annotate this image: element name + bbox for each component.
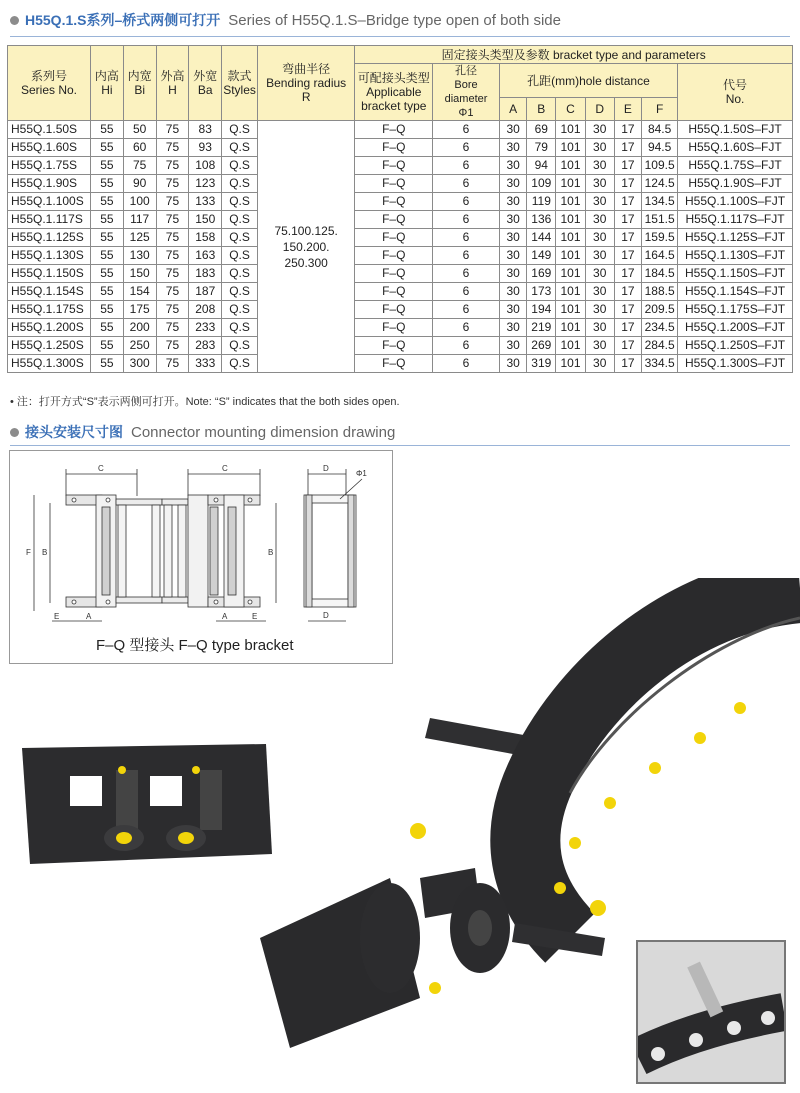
table-cell: 17 [614,247,642,265]
table-cell: 75 [156,157,189,175]
table-cell: F–Q [355,211,433,229]
table-cell: H55Q.1.175S [8,301,91,319]
table-cell: 55 [91,157,124,175]
table-cell: 334.5 [642,355,678,373]
table-cell: 30 [499,193,527,211]
table-cell: 151.5 [642,211,678,229]
th-c: C [556,98,586,121]
table-cell: 101 [556,193,586,211]
table-cell: 30 [499,283,527,301]
table-cell: 30 [499,121,527,139]
th-radius: 弯曲半径 Bending radius R [257,46,354,121]
table-cell: 30 [499,319,527,337]
table-cell: 209.5 [642,301,678,319]
table-cell: 30 [585,301,614,319]
table-cell: 55 [91,211,124,229]
table-cell: H55Q.1.130S–FJT [678,247,793,265]
table-cell: H55Q.1.100S [8,193,91,211]
dim-a-right: A [222,612,228,621]
table-cell: H55Q.1.300S–FJT [678,355,793,373]
table-cell: 150 [123,265,156,283]
table-cell: 55 [91,139,124,157]
dim-e-right: E [252,612,258,621]
table-cell: H55Q.1.250S [8,337,91,355]
table-cell: 55 [91,283,124,301]
table-cell: Q.S [222,301,258,319]
th-code: 代号 No. [678,64,793,121]
th-ba: 外宽 Ba [189,46,222,121]
table-cell: 150 [189,211,222,229]
table-cell: Q.S [222,355,258,373]
table-cell: 75 [123,157,156,175]
table-cell: H55Q.1.175S–FJT [678,301,793,319]
th-styles: 款式 Styles [222,46,258,121]
table-cell: 17 [614,337,642,355]
table-cell: 101 [556,337,586,355]
table-cell: 75 [156,337,189,355]
table-cell: 69 [527,121,556,139]
table-cell: 55 [91,337,124,355]
table-cell: 30 [499,157,527,175]
table-cell: 101 [556,229,586,247]
table-cell: 6 [433,229,500,247]
table-cell: 284.5 [642,337,678,355]
table-cell: 60 [123,139,156,157]
table-cell: 6 [433,265,500,283]
note: • 注：打开方式“S”表示两侧可打开。Note: “S” indicates that the both sides open. [10,396,400,408]
table-row [8,121,793,139]
table-cell: 30 [499,211,527,229]
table-cell: 250 [123,337,156,355]
table-cell: H55Q.1.117S–FJT [678,211,793,229]
table-cell: 6 [433,247,500,265]
th-hi: 内高 Hi [91,46,124,121]
table-cell: 234.5 [642,319,678,337]
table-cell: 30 [499,175,527,193]
table-cell: 159.5 [642,229,678,247]
bullet-icon [10,16,19,25]
table-cell: H55Q.1.300S [8,355,91,373]
table-cell: 333 [189,355,222,373]
dim-b-right: B [268,548,274,557]
table-cell: 75 [156,139,189,157]
dim-d-bottom: D [323,611,329,620]
table-cell: F–Q [355,337,433,355]
table-cell: 187 [189,283,222,301]
table-cell: 283 [189,337,222,355]
table-cell: 188.5 [642,283,678,301]
section-title-en: Series of H55Q.1.S–Bridge type open of both side [228,11,561,29]
th-d: D [585,98,614,121]
th-bracket-group: 固定接头类型及参数 bracket type and parameters [355,46,793,64]
table-row [8,211,793,229]
table-cell: 83 [189,121,222,139]
table-cell: 101 [556,139,586,157]
table-row [8,229,793,247]
table-cell: 17 [614,193,642,211]
table-cell: H55Q.1.90S [8,175,91,193]
table-cell: 183 [189,265,222,283]
table-cell: 75 [156,319,189,337]
table-cell: 124.5 [642,175,678,193]
bracket-image [18,742,278,868]
table-cell: 30 [585,193,614,211]
divider [10,445,790,446]
table-cell: 269 [527,337,556,355]
table-cell: F–Q [355,121,433,139]
table-cell: Q.S [222,211,258,229]
table-cell: Q.S [222,283,258,301]
table-cell: 75 [156,301,189,319]
table-row [8,319,793,337]
table-cell: 6 [433,121,500,139]
bracket-photo [18,742,278,868]
table-cell: 164.5 [642,247,678,265]
table-cell: 84.5 [642,121,678,139]
table-cell: 30 [585,211,614,229]
table-cell: 200 [123,319,156,337]
table-cell: 175 [123,301,156,319]
table-cell: 90 [123,175,156,193]
table-cell: H55Q.1.125S [8,229,91,247]
table-cell: 101 [556,175,586,193]
table-cell: 17 [614,229,642,247]
table-cell: 173 [527,283,556,301]
table-row [8,337,793,355]
th-h: 外高 H [156,46,189,121]
table-cell: 30 [499,229,527,247]
table-cell: H55Q.1.60S [8,139,91,157]
table-cell: F–Q [355,319,433,337]
table-cell: 75 [156,211,189,229]
table-cell: 17 [614,211,642,229]
table-cell: Q.S [222,229,258,247]
table-cell: 101 [556,121,586,139]
section2-title [10,421,395,443]
table-cell: 75 [156,355,189,373]
table-cell: H55Q.1.150S [8,265,91,283]
table-row [8,301,793,319]
table-row [8,355,793,373]
section2-title-en: Connector mounting dimension drawing [131,423,396,441]
th-e: E [614,98,642,121]
dim-c-right: C [222,464,228,473]
table-cell: 123 [189,175,222,193]
table-cell: 158 [189,229,222,247]
table-cell: 75 [156,247,189,265]
table-cell: 30 [499,247,527,265]
table-cell: H55Q.1.75S [8,157,91,175]
table-cell: 101 [556,157,586,175]
table-cell: 17 [614,355,642,373]
table-cell: 6 [433,211,500,229]
table-cell: H55Q.1.200S [8,319,91,337]
table-cell: 6 [433,301,500,319]
dim-f: F [26,548,31,557]
table-cell: 108 [189,157,222,175]
table-cell: 134.5 [642,193,678,211]
th-b: B [527,98,556,121]
table-cell: 17 [614,139,642,157]
dim-e-left: E [54,612,60,621]
table-row [8,175,793,193]
th-f: F [642,98,678,121]
table-cell: 100 [123,193,156,211]
table-cell: 75 [156,283,189,301]
table-cell: 6 [433,175,500,193]
table-cell: 6 [433,355,500,373]
table-cell: H55Q.1.50S [8,121,91,139]
table-cell: 219 [527,319,556,337]
table-cell: 93 [189,139,222,157]
table-cell: 184.5 [642,265,678,283]
table-row [8,139,793,157]
dim-phi: Φ1 [356,469,367,478]
table-cell: 30 [499,355,527,373]
table-row [8,193,793,211]
table-cell: 30 [585,121,614,139]
table-cell: 149 [527,247,556,265]
dim-a-left: A [86,612,92,621]
table-cell: 30 [499,337,527,355]
table-cell: Q.S [222,247,258,265]
table-cell: Q.S [222,193,258,211]
table-cell: 50 [123,121,156,139]
table-cell: F–Q [355,193,433,211]
table-cell: 17 [614,319,642,337]
table-cell: 75 [156,175,189,193]
table-cell: 55 [91,247,124,265]
table-cell: 55 [91,121,124,139]
table-cell: 30 [585,175,614,193]
table-cell: 319 [527,355,556,373]
table-cell: 30 [585,229,614,247]
table-cell: 17 [614,301,642,319]
table-cell: 55 [91,193,124,211]
table-cell: 300 [123,355,156,373]
bullet-icon [10,428,19,437]
spec-table [7,45,793,373]
table-cell: F–Q [355,157,433,175]
table-cell: H55Q.1.50S–FJT [678,121,793,139]
table-cell: 55 [91,355,124,373]
table-cell: H55Q.1.154S [8,283,91,301]
inset-image [638,942,784,1082]
table-cell: Q.S [222,121,258,139]
table-cell: 101 [556,283,586,301]
table-cell: H55Q.1.200S–FJT [678,319,793,337]
table-cell: 144 [527,229,556,247]
th-a: A [499,98,527,121]
table-cell: F–Q [355,229,433,247]
inset-photo [636,940,786,1084]
table-cell: 55 [91,175,124,193]
table-cell: 30 [585,283,614,301]
table-cell: 17 [614,283,642,301]
table-cell: F–Q [355,247,433,265]
table-cell: 75 [156,265,189,283]
table-cell: 30 [499,139,527,157]
table-cell: 6 [433,283,500,301]
table-cell: 6 [433,319,500,337]
table-cell: Q.S [222,319,258,337]
table-cell: Q.S [222,157,258,175]
table-cell: 130 [123,247,156,265]
dim-c-left: C [98,464,104,473]
th-bi: 内宽 Bi [123,46,156,121]
table-cell: 55 [91,301,124,319]
table-cell: F–Q [355,355,433,373]
table-cell: H55Q.1.75S–FJT [678,157,793,175]
table-cell: 75 [156,121,189,139]
drawing-caption: F–Q 型接头 F–Q type bracket [96,637,294,654]
table-cell: 30 [585,265,614,283]
table-row [8,265,793,283]
table-cell: 17 [614,265,642,283]
table-cell: 125 [123,229,156,247]
table-cell: 17 [614,121,642,139]
table-cell: 30 [585,247,614,265]
table-row [8,157,793,175]
th-bore: 孔径 Bore diameter Φ1 [433,64,500,121]
table-cell: H55Q.1.125S–FJT [678,229,793,247]
table-cell: 94.5 [642,139,678,157]
table-cell: 154 [123,283,156,301]
dim-b-left: B [42,548,48,557]
table-cell: 79 [527,139,556,157]
table-cell: 101 [556,265,586,283]
table-cell: 55 [91,229,124,247]
table-cell: 6 [433,157,500,175]
table-cell: 101 [556,319,586,337]
table-cell: 117 [123,211,156,229]
table-cell: 101 [556,247,586,265]
table-cell: 17 [614,157,642,175]
table-cell: Q.S [222,139,258,157]
table-row [8,283,793,301]
table-cell: 233 [189,319,222,337]
table-cell: 30 [499,301,527,319]
table-cell: F–Q [355,301,433,319]
table-cell: 119 [527,193,556,211]
table-cell: 169 [527,265,556,283]
section-title-cn: H55Q.1.S系列–桥式两侧可打开 [25,12,221,28]
table-cell: Q.S [222,175,258,193]
table-cell: 30 [585,337,614,355]
table-cell: 94 [527,157,556,175]
th-series: 系列号 Series No. [8,46,91,121]
table-cell: 75 [156,229,189,247]
table-cell: 101 [556,355,586,373]
table-cell: F–Q [355,139,433,157]
table-cell: F–Q [355,265,433,283]
table-cell: 75 [156,193,189,211]
table-cell: F–Q [355,175,433,193]
table-cell: 55 [91,319,124,337]
table-cell: 208 [189,301,222,319]
table-cell: H55Q.1.150S–FJT [678,265,793,283]
table-cell: 136 [527,211,556,229]
table-cell: H55Q.1.130S [8,247,91,265]
table-cell: 30 [585,139,614,157]
table-cell: H55Q.1.60S–FJT [678,139,793,157]
table-cell: H55Q.1.90S–FJT [678,175,793,193]
table-cell: 30 [585,157,614,175]
table-cell: 109 [527,175,556,193]
table-cell: 55 [91,265,124,283]
dim-d-top: D [323,464,329,473]
table-cell: H55Q.1.100S–FJT [678,193,793,211]
table-cell: H55Q.1.250S–FJT [678,337,793,355]
section2-title-cn: 接头安装尺寸图 [25,424,123,440]
table-cell: Q.S [222,265,258,283]
table-cell: 17 [614,175,642,193]
section-title [10,9,561,31]
table-cell: 163 [189,247,222,265]
table-cell: 30 [499,265,527,283]
table-cell: 109.5 [642,157,678,175]
table-cell: 6 [433,337,500,355]
table-cell: 101 [556,301,586,319]
table-cell: F–Q [355,283,433,301]
table-cell: H55Q.1.117S [8,211,91,229]
th-hole-distance: 孔距(mm)hole distance [499,64,677,98]
table-row [8,247,793,265]
divider [10,36,790,37]
th-applicable: 可配接头类型 Applicable bracket type [355,64,433,121]
table-cell: Q.S [222,337,258,355]
table-cell: 6 [433,139,500,157]
table-cell: 133 [189,193,222,211]
table-cell: 30 [585,319,614,337]
table-cell: 6 [433,193,500,211]
table-cell: 101 [556,211,586,229]
table-cell: H55Q.1.154S–FJT [678,283,793,301]
cell-bending-radius: 75.100.125. 150.200. 250.300 [257,121,354,373]
table-cell: 194 [527,301,556,319]
table-cell: 30 [585,355,614,373]
